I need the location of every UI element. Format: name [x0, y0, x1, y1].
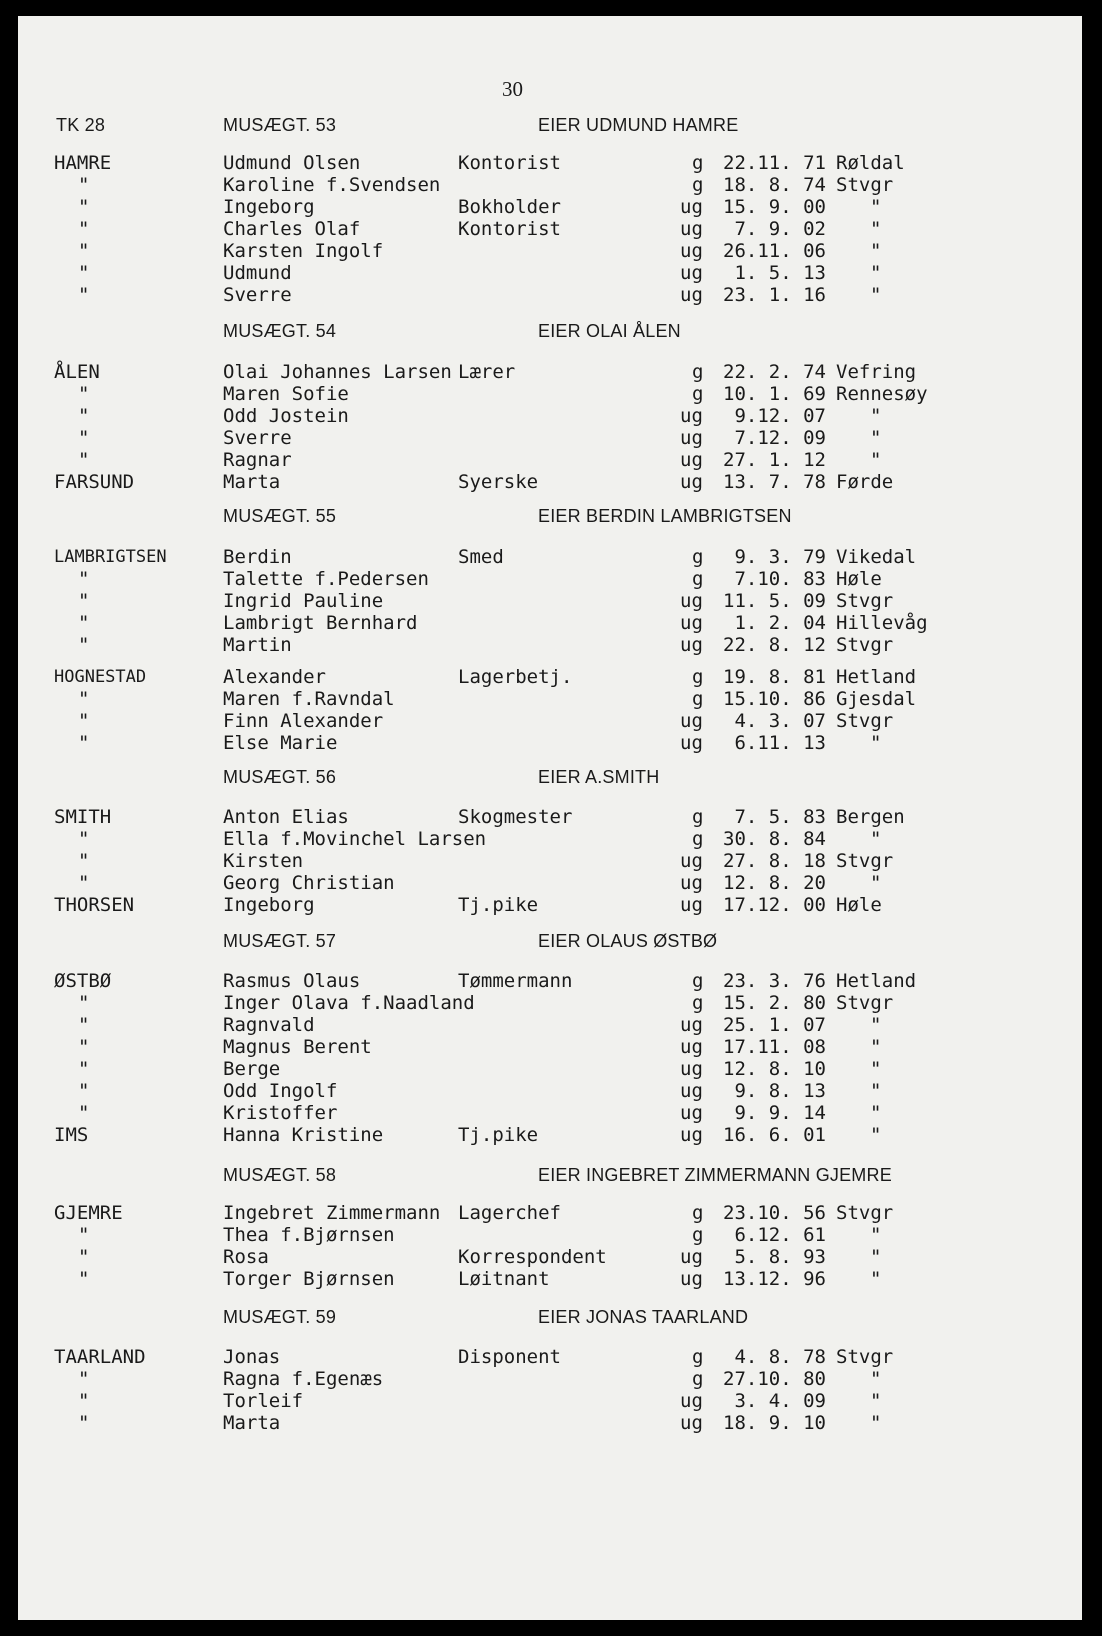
person-name: Kirsten	[223, 850, 304, 872]
occupation: Disponent	[458, 1346, 561, 1368]
ditto-mark: "	[870, 405, 882, 427]
birth-place: Røldal	[836, 152, 905, 174]
household-owner: EIER OLAUS ØSTBØ	[538, 931, 718, 951]
marital-status: ug	[680, 284, 703, 306]
person-name: Else Marie	[223, 732, 338, 754]
birth-date: 25. 1. 07	[723, 1014, 826, 1036]
marital-status: g	[692, 152, 704, 174]
ditto-mark: "	[78, 427, 90, 449]
occupation: Tømmermann	[458, 970, 573, 992]
marital-status: g	[692, 828, 704, 850]
occupation: Tj.pike	[458, 894, 539, 916]
occupation: Kontorist	[458, 218, 561, 240]
marital-status: ug	[680, 196, 703, 218]
household-title: MUSÆGT. 56	[223, 767, 337, 787]
marital-status: ug	[680, 471, 703, 493]
birth-date: 23. 1. 16	[723, 284, 826, 306]
marital-status: ug	[680, 1124, 703, 1146]
birth-place: Stvgr	[836, 850, 894, 872]
person-name: Marta	[223, 1412, 281, 1434]
marital-status: ug	[680, 1080, 703, 1102]
household-title: MUSÆGT. 57	[223, 931, 337, 951]
marital-status: ug	[680, 710, 703, 732]
ditto-mark: "	[870, 1390, 882, 1412]
birth-place: Stvgr	[836, 1346, 894, 1368]
person-name: Georg Christian	[223, 872, 395, 894]
ditto-mark: "	[78, 1102, 90, 1124]
marital-status: ug	[680, 240, 703, 262]
ditto-mark: "	[78, 383, 90, 405]
ditto-mark: "	[78, 1412, 90, 1434]
birth-date: 1. 5. 13	[734, 262, 826, 284]
ditto-mark: "	[870, 427, 882, 449]
surname: THORSEN	[54, 894, 135, 916]
ditto-mark: "	[78, 612, 90, 634]
surname: LAMBRIGTSEN	[54, 547, 167, 567]
marital-status: ug	[680, 872, 703, 894]
person-name: Rasmus Olaus	[223, 970, 361, 992]
marital-status: ug	[680, 1412, 703, 1434]
occupation: Bokholder	[458, 196, 561, 218]
ditto-mark: "	[78, 590, 90, 612]
marital-status: g	[692, 992, 704, 1014]
surname: FARSUND	[54, 471, 135, 493]
marital-status: ug	[680, 449, 703, 471]
ditto-mark: "	[870, 872, 882, 894]
ditto-mark: "	[870, 1014, 882, 1036]
ditto-mark: "	[78, 1080, 90, 1102]
birth-date: 13. 7. 78	[723, 471, 826, 493]
surname: ÅLEN	[54, 361, 100, 383]
occupation: Tj.pike	[458, 1124, 539, 1146]
ditto-mark: "	[870, 1368, 882, 1390]
birth-date: 27. 8. 18	[723, 850, 826, 872]
page-number: 30	[502, 77, 523, 101]
birth-date: 30. 8. 84	[723, 828, 826, 850]
birth-date: 11. 5. 09	[723, 590, 826, 612]
person-name: Anton Elias	[223, 806, 349, 828]
surname: ØSTBØ	[54, 970, 112, 992]
birth-place: Stvgr	[836, 634, 894, 656]
birth-date: 22. 8. 12	[723, 634, 826, 656]
ditto-mark: "	[78, 196, 90, 218]
birth-place: Høle	[836, 894, 882, 916]
marital-status: ug	[680, 427, 703, 449]
marital-status: g	[692, 666, 704, 688]
marital-status: g	[692, 970, 704, 992]
header-left: TK 28	[56, 115, 106, 135]
birth-date: 23. 3. 76	[723, 970, 826, 992]
birth-date: 12. 8. 10	[723, 1058, 826, 1080]
birth-place: Stvgr	[836, 710, 894, 732]
surname: TAARLAND	[54, 1346, 146, 1368]
marital-status: g	[692, 1368, 704, 1390]
household-title: MUSÆGT. 53	[223, 115, 337, 135]
ditto-mark: "	[870, 1268, 882, 1290]
ditto-mark: "	[78, 850, 90, 872]
marital-status: ug	[680, 1102, 703, 1124]
ditto-mark: "	[870, 1412, 882, 1434]
birth-place: Stvgr	[836, 174, 894, 196]
person-name: Magnus Berent	[223, 1036, 372, 1058]
person-name: Inger Olava f.Naadland	[223, 992, 475, 1014]
birth-date: 9.12. 07	[734, 405, 826, 427]
person-name: Udmund	[223, 262, 292, 284]
ditto-mark: "	[78, 1246, 90, 1268]
birth-date: 17.12. 00	[723, 894, 826, 916]
ditto-mark: "	[870, 1124, 882, 1146]
ditto-mark: "	[870, 1080, 882, 1102]
occupation: Lærer	[458, 361, 516, 383]
birth-date: 18. 8. 74	[723, 174, 826, 196]
birth-date: 23.10. 56	[723, 1202, 826, 1224]
person-name: Alexander	[223, 666, 326, 688]
household-owner: EIER INGEBRET ZIMMERMANN GJEMRE	[538, 1165, 892, 1185]
ditto-mark: "	[78, 568, 90, 590]
household-title: MUSÆGT. 55	[223, 506, 337, 526]
birth-date: 22.11. 71	[723, 152, 826, 174]
household-title: MUSÆGT. 54	[223, 321, 337, 341]
ditto-mark: "	[870, 284, 882, 306]
ditto-mark: "	[78, 688, 90, 710]
marital-status: ug	[680, 612, 703, 634]
ditto-mark: "	[78, 828, 90, 850]
ditto-mark: "	[870, 1246, 882, 1268]
surname: HAMRE	[54, 152, 112, 174]
person-name: Ingrid Pauline	[223, 590, 384, 612]
birth-date: 9. 8. 13	[734, 1080, 826, 1102]
marital-status: g	[692, 688, 704, 710]
ditto-mark: "	[78, 284, 90, 306]
person-name: Odd Ingolf	[223, 1080, 338, 1102]
birth-place: Stvgr	[836, 1202, 894, 1224]
person-name: Ingebret Zimmermann	[223, 1202, 441, 1224]
occupation: Lagerbetj.	[458, 666, 573, 688]
ditto-mark: "	[78, 1268, 90, 1290]
birth-date: 16. 6. 01	[723, 1124, 826, 1146]
ditto-mark: "	[78, 1036, 90, 1058]
marital-status: g	[692, 568, 704, 590]
birth-place: Vikedal	[836, 546, 917, 568]
surname: HOGNESTAD	[54, 667, 147, 687]
birth-place: Høle	[836, 568, 882, 590]
birth-date: 15. 2. 80	[723, 992, 826, 1014]
person-name: Charles Olaf	[223, 218, 361, 240]
person-name: Lambrigt Bernhard	[223, 612, 418, 634]
person-name: Rosa	[223, 1246, 269, 1268]
occupation: Skogmester	[458, 806, 573, 828]
ditto-mark: "	[78, 634, 90, 656]
person-name: Maren Sofie	[223, 383, 349, 405]
marital-status: ug	[680, 1390, 703, 1412]
occupation: Syerske	[458, 471, 539, 493]
person-name: Olai Johannes Larsen	[223, 361, 452, 383]
marital-status: ug	[680, 1246, 703, 1268]
person-name: Sverre	[223, 284, 292, 306]
person-name: Berdin	[223, 546, 292, 568]
marital-status: ug	[680, 1268, 703, 1290]
document-page	[18, 16, 1082, 1620]
ditto-mark: "	[870, 1058, 882, 1080]
person-name: Sverre	[223, 427, 292, 449]
ditto-mark: "	[78, 240, 90, 262]
ditto-mark: "	[78, 1058, 90, 1080]
ditto-mark: "	[78, 174, 90, 196]
person-name: Jonas	[223, 1346, 281, 1368]
marital-status: g	[692, 383, 704, 405]
person-name: Torger Bjørnsen	[223, 1268, 395, 1290]
birth-date: 3. 4. 09	[734, 1390, 826, 1412]
birth-date: 1. 2. 04	[734, 612, 826, 634]
birth-place: Stvgr	[836, 590, 894, 612]
birth-place: Gjesdal	[836, 688, 917, 710]
ditto-mark: "	[78, 1368, 90, 1390]
person-name: Udmund Olsen	[223, 152, 361, 174]
household-owner: EIER OLAI ÅLEN	[538, 321, 681, 341]
occupation: Kontorist	[458, 152, 561, 174]
person-name: Kristoffer	[223, 1102, 338, 1124]
household-owner: EIER BERDIN LAMBRIGTSEN	[538, 506, 792, 526]
ditto-mark: "	[78, 218, 90, 240]
ditto-mark: "	[870, 196, 882, 218]
household-owner: EIER JONAS TAARLAND	[538, 1307, 749, 1327]
birth-date: 19. 8. 81	[723, 666, 826, 688]
marital-status: ug	[680, 262, 703, 284]
surname: SMITH	[54, 806, 112, 828]
birth-date: 15. 9. 00	[723, 196, 826, 218]
person-name: Ingeborg	[223, 894, 315, 916]
person-name: Martin	[223, 634, 292, 656]
ditto-mark: "	[870, 240, 882, 262]
surname: IMS	[54, 1124, 89, 1146]
occupation: Løitnant	[458, 1268, 550, 1290]
birth-date: 9. 9. 14	[734, 1102, 826, 1124]
person-name: Karsten Ingolf	[223, 240, 384, 262]
person-name: Ingeborg	[223, 196, 315, 218]
birth-place: Bergen	[836, 806, 905, 828]
person-name: Odd Jostein	[223, 405, 349, 427]
birth-date: 6.12. 61	[734, 1224, 826, 1246]
ditto-mark: "	[78, 872, 90, 894]
birth-place: Hetland	[836, 970, 917, 992]
birth-date: 7. 9. 02	[734, 218, 826, 240]
marital-status: ug	[680, 1036, 703, 1058]
birth-date: 4. 3. 07	[734, 710, 826, 732]
ditto-mark: "	[870, 1224, 882, 1246]
household-title: MUSÆGT. 58	[223, 1165, 337, 1185]
person-name: Marta	[223, 471, 281, 493]
person-name: Torleif	[223, 1390, 304, 1412]
ditto-mark: "	[870, 1036, 882, 1058]
ditto-mark: "	[870, 828, 882, 850]
ditto-mark: "	[78, 1390, 90, 1412]
person-name: Ragna f.Egenæs	[223, 1368, 384, 1390]
person-name: Karoline f.Svendsen	[223, 174, 441, 196]
occupation: Smed	[458, 546, 504, 568]
marital-status: g	[692, 361, 704, 383]
marital-status: ug	[680, 1058, 703, 1080]
birth-date: 4. 8. 78	[734, 1346, 826, 1368]
occupation: Lagerchef	[458, 1202, 561, 1224]
ditto-mark: "	[78, 732, 90, 754]
ditto-mark: "	[870, 449, 882, 471]
marital-status: g	[692, 1202, 704, 1224]
person-name: Maren f.Ravndal	[223, 688, 395, 710]
person-name: Thea f.Bjørnsen	[223, 1224, 395, 1246]
birth-date: 26.11. 06	[723, 240, 826, 262]
birth-place: Rennesøy	[836, 383, 928, 405]
marital-status: g	[692, 546, 704, 568]
birth-date: 12. 8. 20	[723, 872, 826, 894]
person-name: Ragnvald	[223, 1014, 315, 1036]
birth-place: Stvgr	[836, 992, 894, 1014]
birth-date: 17.11. 08	[723, 1036, 826, 1058]
birth-date: 27. 1. 12	[723, 449, 826, 471]
household-title: MUSÆGT. 59	[223, 1307, 337, 1327]
ditto-mark: "	[870, 1102, 882, 1124]
birth-date: 13.12. 96	[723, 1268, 826, 1290]
marital-status: ug	[680, 405, 703, 427]
marital-status: g	[692, 1346, 704, 1368]
birth-date: 18. 9. 10	[723, 1412, 826, 1434]
birth-place: Hillevåg	[836, 612, 928, 634]
ditto-mark: "	[78, 1014, 90, 1036]
birth-date: 27.10. 80	[723, 1368, 826, 1390]
marital-status: ug	[680, 894, 703, 916]
household-owner: EIER UDMUND HAMRE	[538, 115, 739, 135]
birth-place: Vefring	[836, 361, 917, 383]
marital-status: ug	[680, 732, 703, 754]
ditto-mark: "	[870, 218, 882, 240]
surname: GJEMRE	[54, 1202, 123, 1224]
ditto-mark: "	[78, 262, 90, 284]
birth-date: 15.10. 86	[723, 688, 826, 710]
ditto-mark: "	[78, 992, 90, 1014]
ditto-mark: "	[870, 732, 882, 754]
household-owner: EIER A.SMITH	[538, 767, 660, 787]
person-name: Hanna Kristine	[223, 1124, 384, 1146]
ditto-mark: "	[78, 1224, 90, 1246]
marital-status: ug	[680, 590, 703, 612]
birth-date: 7.12. 09	[734, 427, 826, 449]
ditto-mark: "	[78, 449, 90, 471]
marital-status: g	[692, 1224, 704, 1246]
person-name: Finn Alexander	[223, 710, 384, 732]
person-name: Ella f.Movinchel Larsen	[223, 828, 487, 850]
ditto-mark: "	[78, 710, 90, 732]
occupation: Korrespondent	[458, 1246, 607, 1268]
marital-status: g	[692, 174, 704, 196]
birth-place: Hetland	[836, 666, 917, 688]
marital-status: g	[692, 806, 704, 828]
person-name: Talette f.Pedersen	[223, 568, 429, 590]
ditto-mark: "	[870, 262, 882, 284]
birth-place: Førde	[836, 471, 894, 493]
birth-date: 5. 8. 93	[734, 1246, 826, 1268]
birth-date: 22. 2. 74	[723, 361, 826, 383]
marital-status: ug	[680, 218, 703, 240]
birth-date: 6.11. 13	[734, 732, 826, 754]
birth-date: 10. 1. 69	[723, 383, 826, 405]
person-name: Ragnar	[223, 449, 292, 471]
marital-status: ug	[680, 634, 703, 656]
person-name: Berge	[223, 1058, 281, 1080]
ditto-mark: "	[78, 405, 90, 427]
birth-date: 7. 5. 83	[734, 806, 826, 828]
birth-date: 7.10. 83	[734, 568, 826, 590]
marital-status: ug	[680, 1014, 703, 1036]
birth-date: 9. 3. 79	[734, 546, 826, 568]
marital-status: ug	[680, 850, 703, 872]
